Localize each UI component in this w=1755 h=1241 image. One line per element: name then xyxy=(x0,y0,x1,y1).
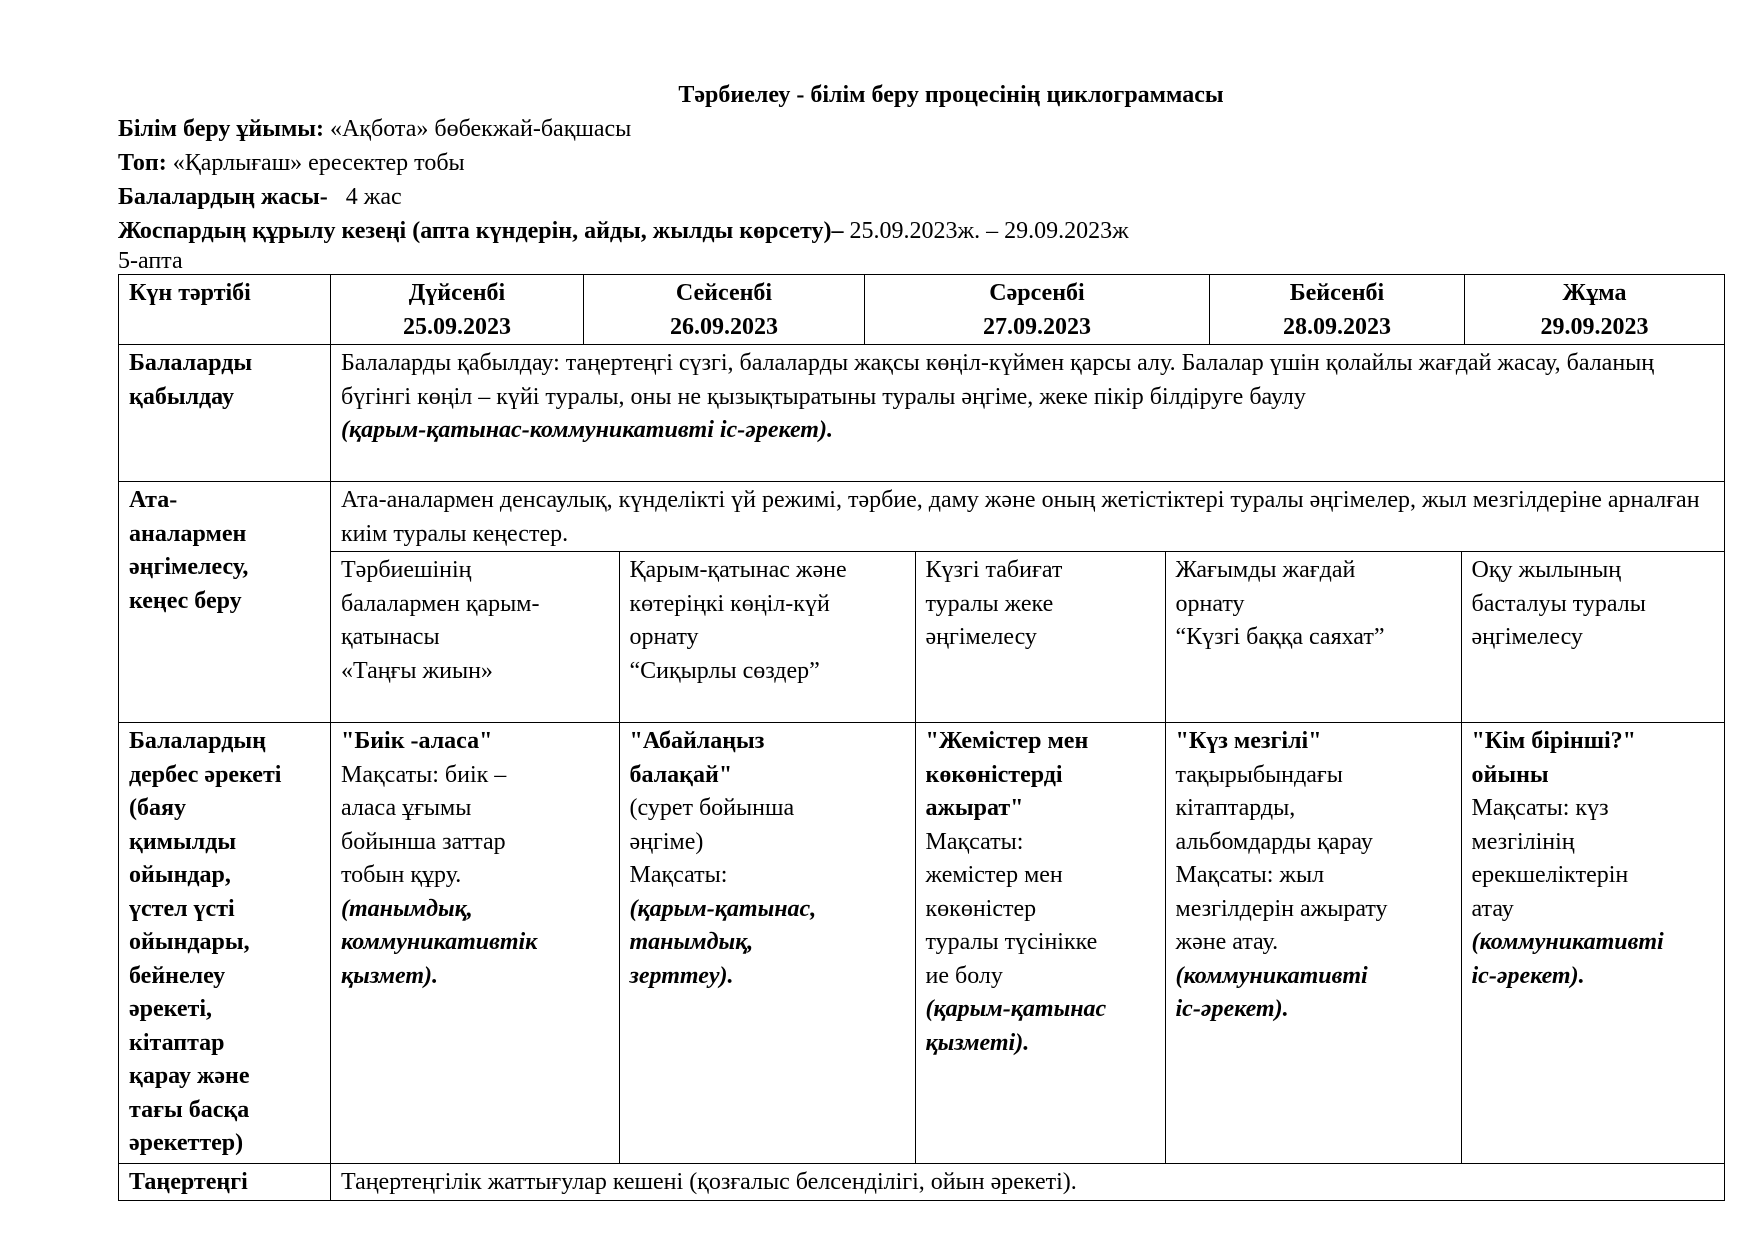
independent-tuesday: "Абайлаңыз балақай" (сурет бойынша әңгіме) Мақсаты: (қарым-қатынас, танымдық, зерттеу). xyxy=(619,723,915,1163)
header-day-friday xyxy=(1465,275,1725,345)
day-name: Жұма xyxy=(1562,280,1627,306)
day-name: Сейсенбі xyxy=(675,280,773,306)
header-day-monday xyxy=(331,275,584,345)
day-date: 28.09.2023 xyxy=(1283,313,1391,340)
organization-line xyxy=(118,112,1724,146)
header-day-tuesday xyxy=(584,275,865,345)
parents-text: Ата-аналармен денсаулық, күнделікті үй режимі, тәрбие, даму және оның жетістіктері туралы әңгімелер, жыл мезгілдеріне арналған киім туралы кеңестер. xyxy=(331,482,1725,552)
age-value: 4 жас xyxy=(345,184,402,210)
schedule-table xyxy=(118,274,1725,1201)
parents-days-table xyxy=(331,552,1725,722)
morning-row xyxy=(119,1164,1725,1201)
period-line xyxy=(118,214,1724,248)
parents-day-wednesday: Күзгі табиғат туралы жеке әңгімелесу xyxy=(915,552,1165,722)
day-date: 25.09.2023 xyxy=(403,313,511,340)
organization-label: Білім беру ұйымы: xyxy=(118,116,325,142)
age-label: Балалардың жасы- xyxy=(118,184,328,210)
parents-days-container xyxy=(331,552,1725,723)
organization-value: «Ақбота» бөбекжай-бақшасы xyxy=(330,116,632,142)
independent-activity-container xyxy=(331,723,1725,1164)
day-name: Бейсенбі xyxy=(1289,280,1385,306)
independent-wednesday: "Жемістер мен көкөністерді ажырат" Мақсаты: жемістер мен көкөністер туралы түсінікке ие болу (қарым-қатынас қызметі). xyxy=(915,723,1165,1163)
parents-label: Ата- аналармен әңгімелесу, кеңес беру xyxy=(119,482,331,723)
week-label: 5-апта xyxy=(118,248,183,274)
group-label: Топ: xyxy=(118,150,167,176)
morning-text: Таңертеңгілік жаттығулар кешені (қозғалыс белсенділігі, ойын әрекеті). xyxy=(331,1164,1725,1201)
group-line xyxy=(118,146,1724,180)
parents-row xyxy=(119,482,1725,552)
morning-label: Таңертеңгі xyxy=(119,1164,331,1201)
independent-monday: "Биік -аласа" Мақсаты: биік – аласа ұғымы бойынша заттар тобын құру. (танымдық, коммуникативтік қызмет). xyxy=(331,723,619,1163)
header-day-thursday xyxy=(1210,275,1465,345)
reception-label: Балаларды қабылдау xyxy=(119,345,331,482)
parents-day-monday: Тәрбиешінің балалармен қарым- қатынасы «Таңғы жиын» xyxy=(331,552,619,722)
independent-activity-table xyxy=(331,723,1725,1163)
independent-friday: "Кім бірінші?" ойыны Мақсаты: күз мезгілінің ерекшеліктерін атау (коммуникативті іс-әрекет). xyxy=(1461,723,1725,1163)
reception-note: (қарым-қатынас-коммуникативті іс-әрекет). xyxy=(341,417,833,443)
age-line xyxy=(118,180,1724,214)
parents-day-friday: Оқу жылының басталуы туралы әңгімелесу xyxy=(1461,552,1725,722)
period-label: Жоспардың құрылу кезеңі (апта күндерін, айды, жылды көрсету)– xyxy=(118,218,844,244)
document-title: Тәрбиелеу - білім беру процесінің циклограммасы xyxy=(678,82,1224,108)
day-date: 26.09.2023 xyxy=(670,313,778,340)
independent-activity-label: Балалардың дербес әрекеті (баяу қимылды ойындар, үстел үсті ойындары, бейнелеу әрекеті, кітаптар қарау және тағы басқа әрекеттер) xyxy=(119,723,331,1164)
independent-activity-row xyxy=(119,723,1725,1164)
day-name: Сәрсенбі xyxy=(989,280,1085,306)
reception-text: Балаларды қабылдау: таңертеңгі сүзгі, балаларды жақсы көңіл-күймен қарсы алу. Балалар үшін қолайлы жағдай жасау, баланың бүгінгі көңіл – күйі туралы, оны не қызықтыратыны туралы әңгіме, жеке пікір білдіруге баулу xyxy=(341,350,1655,410)
header-row xyxy=(119,275,1725,345)
reception-row xyxy=(119,345,1725,482)
day-date: 29.09.2023 xyxy=(1540,313,1649,340)
period-value: 25.09.2023ж. – 29.09.2023ж xyxy=(849,218,1129,244)
parents-day-thursday: Жағымды жағдай орнату “Күзгі баққа саяхат” xyxy=(1165,552,1461,722)
document-page xyxy=(118,78,1724,1201)
group-value: «Қарлығаш» ересектер тобы xyxy=(172,150,465,176)
parents-day-tuesday: Қарым-қатынас және көтеріңкі көңіл-күй орнату “Сиқырлы сөздер” xyxy=(619,552,915,722)
header-schedule: Күн тәртібі xyxy=(119,275,331,345)
day-date: 27.09.2023 xyxy=(983,313,1091,340)
parents-days-row xyxy=(119,552,1725,723)
reception-content xyxy=(331,345,1725,482)
day-name: Дүйсенбі xyxy=(408,280,506,306)
header-day-wednesday xyxy=(865,275,1210,345)
independent-thursday: "Күз мезгілі" тақырыбындағы кітаптарды, альбомдарды қарау Мақсаты: жыл мезгілдерін ажырату және атау. (коммуникативті іс-әрекет). xyxy=(1165,723,1461,1163)
